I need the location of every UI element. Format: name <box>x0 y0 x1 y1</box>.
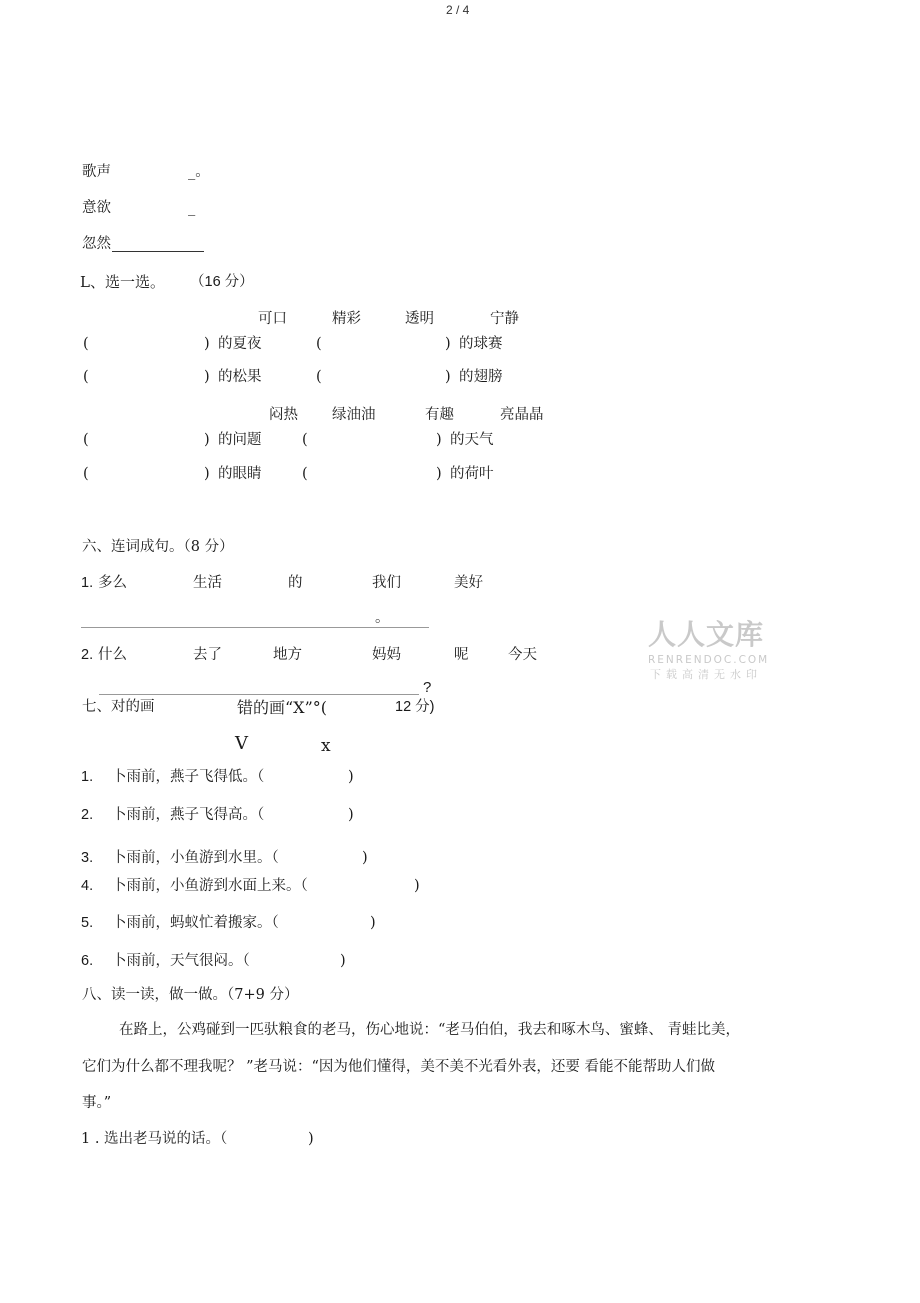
fill-blank-1: _。 <box>188 164 210 180</box>
tf-item-text: 卜雨前，小鱼游到水里。（ <box>112 850 279 866</box>
passage-line-2: 它们为什么都不理我呢？ ”老马说：“因为他们懂得，美不美不光看外表，还要 看能不能帮助人们做 <box>82 1059 716 1075</box>
section5-title-text: L、选一选。 <box>80 273 165 291</box>
fill-word-2: 意欲 <box>82 200 111 216</box>
section7-title-c: 12 分) <box>395 699 435 715</box>
tf-item-number: 5. <box>81 915 94 931</box>
paren-close: ) <box>204 369 210 385</box>
paren-close: ) <box>436 432 442 448</box>
paren-open: ( <box>302 466 308 482</box>
section6-title: 六、连词成句。（8 分） <box>82 539 234 555</box>
tf-item-close: ) <box>414 878 420 894</box>
section8-title: 八、读一读，做一做。（7+9 分） <box>82 987 299 1003</box>
page-number: 2 / 4 <box>446 3 470 17</box>
paren-open: ( <box>316 336 322 352</box>
phrase: 的荷叶 <box>450 466 494 482</box>
q1-word: 我们 <box>372 575 401 591</box>
section7-title-a: 七、对的画 <box>82 699 155 715</box>
phrase: 的天气 <box>450 432 494 448</box>
phrase: 的翅膀 <box>459 369 503 385</box>
group1-word: 透明 <box>405 311 434 327</box>
q2-end-mark: ? <box>423 679 432 696</box>
group2-word: 闷热 <box>269 407 298 423</box>
tf-item-close: ) <box>348 769 354 785</box>
tf-item-number: 1. <box>81 769 94 785</box>
q1-number: 1. <box>81 575 94 591</box>
paren-close: ) <box>204 432 210 448</box>
paren-open: ( <box>83 466 89 482</box>
tf-item-close: ) <box>362 850 368 866</box>
q1-word: 生活 <box>193 575 222 591</box>
paren-close: ) <box>445 369 451 385</box>
group1-word: 精彩 <box>332 311 361 327</box>
tf-item-close: ) <box>348 807 354 823</box>
mark-right: V <box>235 733 248 754</box>
passage-line-3: 事。” <box>82 1095 112 1111</box>
q2-number: 2. <box>81 647 94 663</box>
tf-item-number: 4. <box>81 878 94 894</box>
group1-word: 可口 <box>258 311 287 327</box>
paren-open: ( <box>83 336 89 352</box>
paren-close: ) <box>445 336 451 352</box>
q1-word: 多么 <box>98 575 127 591</box>
section5-score: （16 分） <box>190 274 254 290</box>
section5-title <box>80 275 165 291</box>
paren-close: ) <box>204 466 210 482</box>
q2-word: 去了 <box>193 647 222 663</box>
paren-open: ( <box>302 432 308 448</box>
phrase: 的问题 <box>218 432 262 448</box>
group2-word: 绿油油 <box>332 407 376 423</box>
phrase: 的夏夜 <box>218 336 262 352</box>
section7-title-b: 错的画“X”°( <box>237 698 327 717</box>
tf-item-text: 卜雨前，天气很闷。（ <box>112 953 250 969</box>
group2-word: 有趣 <box>425 407 454 423</box>
tf-item-number: 3. <box>81 850 94 866</box>
phrase: 的眼睛 <box>218 466 262 482</box>
group2-word: 亮晶晶 <box>500 407 544 423</box>
paren-open: ( <box>316 369 322 385</box>
watermark-slogan: 下载高清无水印 <box>650 668 762 681</box>
q2-word: 地方 <box>273 647 302 663</box>
fill-blank-line-3 <box>112 251 204 252</box>
q1-word: 的 <box>288 575 303 591</box>
q2-word: 呢 <box>454 647 469 663</box>
group1-word: 宁静 <box>490 311 519 327</box>
watermark-title: 人人文库 <box>648 618 765 651</box>
q2-answer-line <box>99 694 419 695</box>
q2-word: 妈妈 <box>372 647 401 663</box>
tf-item-text: 卜雨前，小鱼游到水面上来。（ <box>112 878 308 894</box>
tf-item-close: ) <box>370 915 376 931</box>
fill-blank-2: _ <box>188 200 196 216</box>
fill-word-1: 歌声 <box>82 164 111 180</box>
tf-item-number: 6. <box>81 953 94 969</box>
q2-word: 什么 <box>98 647 127 663</box>
watermark-domain: RENRENDOC.COM <box>648 654 770 666</box>
q1-word: 美好 <box>454 575 483 591</box>
mark-wrong: x <box>321 736 331 756</box>
tf-item-text: 卜雨前，蚂蚁忙着搬家。（ <box>112 915 279 931</box>
paren-close: ) <box>204 336 210 352</box>
paren-open: ( <box>83 432 89 448</box>
tf-item-number: 2. <box>81 807 94 823</box>
paren-close: ) <box>436 466 442 482</box>
q1-answer-line <box>81 627 429 628</box>
fill-word-3: 忽然 <box>82 236 111 252</box>
paren-open: ( <box>83 369 89 385</box>
reading-question-1-close: ) <box>308 1131 314 1147</box>
reading-question-1: 1 . 选出老马说的话。（ <box>81 1131 228 1147</box>
phrase: 的松果 <box>218 369 262 385</box>
q2-word: 今天 <box>508 647 537 663</box>
tf-item-close: ) <box>340 953 346 969</box>
tf-item-text: 卜雨前，燕子飞得低。（ <box>112 769 265 785</box>
q1-end-mark: 。 <box>375 610 390 626</box>
tf-item-text: 卜雨前，燕子飞得高。（ <box>112 807 265 823</box>
passage-line-1: 在路上，公鸡碰到一匹驮粮食的老马，伤心地说：“老马伯伯，我去和啄木鸟、蜜蜂、 青蛙比美， <box>119 1022 741 1038</box>
phrase: 的球赛 <box>459 336 503 352</box>
